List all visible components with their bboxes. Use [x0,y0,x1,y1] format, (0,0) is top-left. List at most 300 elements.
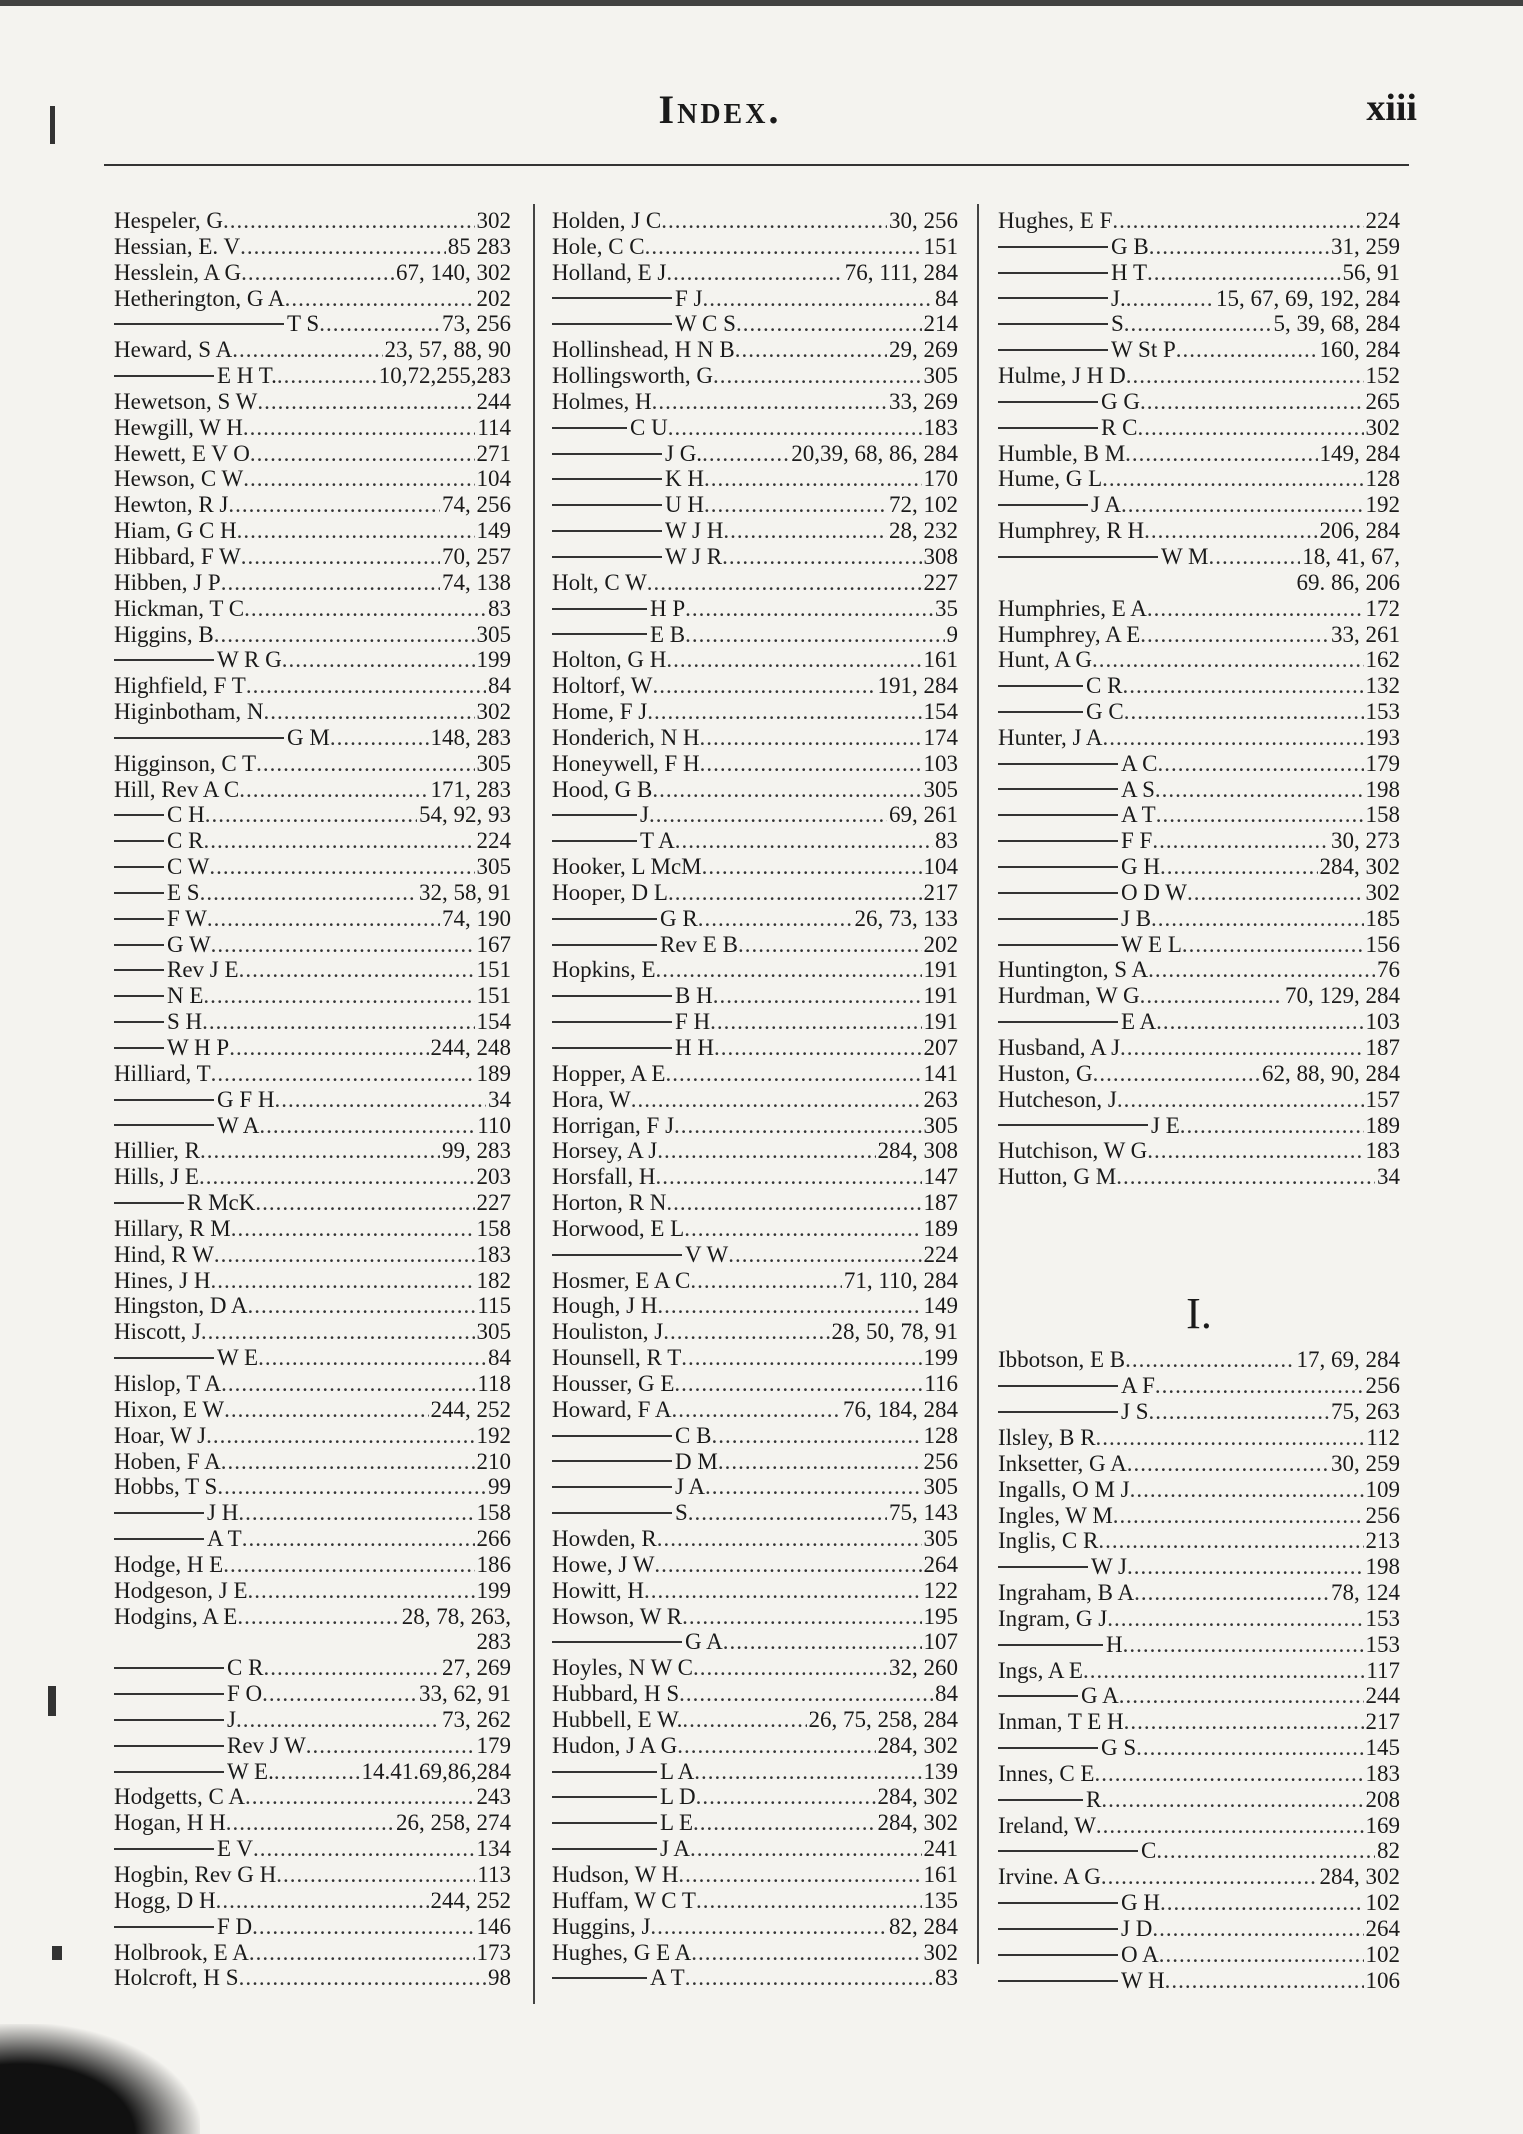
index-entry [552,286,958,312]
entry-name: S [675,1500,688,1526]
entry-name: Hessian, E. V [114,233,241,259]
entry-pages: 33, 62, 91 [419,1681,511,1707]
entry-pages: 305 [923,1112,958,1138]
leader-dots [246,673,486,699]
index-entry [552,441,958,467]
index-entry [998,1787,1400,1813]
entry-name: F H [675,1009,711,1035]
index-entry [114,1888,511,1914]
leader-dots [1122,673,1363,699]
index-entry [998,932,1400,958]
entry-pages: 171, 283 [430,776,511,802]
entry-name: Hoar, W J [114,1422,207,1448]
entry-name: Ireland, W [998,1812,1096,1838]
leader-dots [1147,1138,1363,1164]
entry-name: H H [675,1035,714,1060]
entry-name: Holtorf, W [552,673,653,699]
leader-dots [677,1733,875,1759]
leader-dots [711,1423,921,1449]
entry-name: W E [217,1345,259,1371]
index-entry [114,854,511,880]
entry-name: C R [167,828,204,854]
entry-name: T S [287,311,320,337]
entry-pages: 244, 252 [430,1396,511,1422]
ditto-dash [552,1254,682,1256]
ditto-dash [114,1745,224,1747]
ditto-dash [114,375,214,377]
leader-dots [1160,854,1318,880]
ditto-dash [114,1357,214,1359]
entry-name: W R G [217,647,282,673]
entry-pages: 32, 260 [889,1655,958,1681]
entry-pages: 161 [923,1862,958,1887]
entry-name: Hogg, D H [114,1887,216,1913]
leader-dots [1093,1061,1260,1087]
entry-pages: 149, 284 [1319,440,1400,466]
entry-pages: 33, 269 [889,388,958,414]
index-entry [552,1681,958,1707]
leader-dots [666,1190,921,1216]
entry-name: Irvine. A G [998,1864,1101,1890]
leader-dots [1149,1399,1330,1425]
index-entry [114,828,511,854]
entry-pages: 110 [477,1112,511,1138]
index-entry [552,725,958,751]
leader-dots [223,208,475,234]
leader-dots [1155,1373,1364,1399]
index-entry [998,1399,1400,1425]
entry-name: Hood, G B [552,776,653,802]
entry-name: C W [167,854,210,880]
index-entry [114,1914,511,1940]
entry-pages: 82 [1377,1838,1400,1864]
entry-pages: 20,39, 68, 86, 284 [791,440,958,466]
entry-pages: 210 [476,1448,511,1474]
index-entry [998,1864,1400,1890]
ditto-dash [998,1799,1083,1801]
entry-pages: 78, 124 [1331,1580,1400,1606]
entry-name: W E L [1121,931,1182,957]
leader-dots [285,286,475,312]
leader-dots [241,544,440,570]
entry-pages: 208 [1365,1786,1400,1812]
index-entry [114,673,511,699]
leader-dots [666,260,842,286]
leader-dots [239,957,475,983]
leader-dots [1165,1968,1364,1994]
entry-name: Inman, T E H [998,1709,1124,1735]
index-entry [114,311,511,337]
ditto-dash [552,1512,672,1514]
index-entry [998,1035,1400,1061]
entry-name: E B [650,621,686,647]
index-entry [998,1087,1400,1113]
index-entry [552,1449,958,1475]
index-entry [552,957,958,983]
ditto-dash [998,1747,1098,1749]
leader-dots [248,1578,475,1604]
leader-dots [252,1914,474,1940]
entry-pages: 198 [1365,1554,1400,1580]
index-entry [552,1862,958,1888]
entry-name: L E [660,1810,693,1836]
entry-pages: 284, 302 [1319,1864,1400,1890]
leader-dots [1126,363,1364,389]
entry-name: Hewetson, S W [114,388,258,414]
leader-dots [1121,492,1363,518]
entry-name: Hora, W [552,1086,631,1112]
entry-pages: 113 [477,1862,511,1887]
index-entry [114,1759,511,1785]
index-entry [552,1138,958,1164]
index-entry [552,466,958,492]
leader-dots [250,441,475,467]
index-entry [998,802,1400,828]
leader-dots [1116,1164,1375,1190]
entry-pages: 84 [488,1345,511,1371]
leader-dots [705,1474,921,1500]
index-entry [998,415,1400,441]
leader-dots [1083,1658,1364,1684]
leader-dots [274,1759,360,1785]
index-entry [552,1629,958,1655]
ditto-dash [114,1667,224,1669]
index-entry [114,441,511,467]
index-entry [998,1580,1400,1606]
entry-name: Hulme, J H D [998,363,1126,389]
entry-name: J H [207,1500,239,1526]
ditto-dash [114,323,284,325]
index-entry [114,1397,511,1423]
entry-pages: 132 [1365,673,1400,699]
entry-pages: 305 [476,854,511,880]
leader-dots [694,1759,921,1785]
ditto-dash [998,685,1083,687]
index-entry [114,1965,511,1991]
entry-name: O D W [1121,879,1188,905]
index-entry [998,492,1400,518]
entry-pages: 284, 302 [877,1732,958,1758]
index-entry [552,1319,958,1345]
ditto-dash [998,1021,1118,1023]
leader-dots [674,1113,921,1139]
entry-pages: 128 [1365,466,1400,492]
leader-dots [199,1164,475,1190]
entry-pages: 172 [1365,595,1400,621]
index-entry [998,1554,1400,1580]
leader-dots [206,1423,474,1449]
entry-pages: 283 [476,1629,511,1655]
index-entry [552,880,958,906]
entry-name: Horsey, A J [552,1138,658,1164]
entry-pages: 56, 91 [1342,259,1400,285]
entry-pages: 224 [1365,208,1400,233]
entry-name: R [1086,1786,1102,1812]
index-entry [552,1293,958,1319]
entry-name: H [1106,1631,1123,1657]
entry-pages: 28, 232 [889,518,958,544]
ditto-dash [552,427,627,429]
entry-pages: 70, 129, 284 [1285,983,1400,1009]
entry-pages: 199 [476,1577,511,1603]
leader-dots [263,1655,440,1681]
entry-pages: 160, 284 [1319,337,1400,363]
ditto-dash [552,995,672,997]
leader-dots [275,1087,486,1113]
entry-pages: 151 [476,957,511,983]
entry-pages: 70, 257 [442,543,511,569]
leader-dots [256,751,474,777]
leader-dots [1140,983,1283,1009]
index-entry [114,1474,511,1500]
entry-name: Hodgins, A E [114,1603,238,1629]
index-entry [552,337,958,363]
index-entry [114,777,511,803]
entry-name: B H [675,983,713,1009]
index-entry [114,1113,511,1139]
entry-pages: 305 [923,776,958,802]
entry-name: Hough, J H [552,1293,658,1319]
ditto-dash [552,556,662,558]
leader-dots [654,1552,921,1578]
ditto-dash [114,969,164,971]
entry-name: Hewton, R J [114,492,229,518]
entry-pages: 191 [923,983,958,1009]
leader-dots [1124,311,1272,337]
leader-dots [1124,1709,1364,1735]
index-entry [114,1190,511,1216]
leader-dots [1156,1009,1363,1035]
index-entry [552,389,958,415]
entry-pages: 107 [923,1629,958,1655]
entry-name: Horwood, E L [552,1215,685,1241]
entry-pages: 83 [488,595,511,621]
index-entry [114,286,511,312]
ditto-dash [552,1486,672,1488]
entry-name: Hopkins, E [552,957,656,983]
leader-dots [232,337,382,363]
leader-dots [656,957,922,983]
entry-pages: 305 [476,1319,511,1345]
ditto-dash [114,737,284,739]
entry-pages: 214 [923,311,958,337]
index-entry [552,415,958,441]
leader-dots [702,854,922,880]
index-entry [114,1500,511,1526]
entry-name: W J [1091,1554,1127,1580]
leader-dots [1130,1477,1364,1503]
index-entry [998,880,1400,906]
entry-pages: 256 [923,1448,958,1474]
entry-pages: 305 [476,750,511,776]
ditto-dash [114,944,164,946]
entry-pages: 302 [476,699,511,725]
leader-dots [1127,1554,1364,1580]
entry-name: Horton, R N [552,1190,667,1216]
entry-pages: 122 [923,1577,958,1603]
entry-pages: 305 [923,363,958,389]
entry-pages: 189 [1365,1112,1400,1138]
entry-name: Huggins, J [552,1913,651,1939]
entry-name: K H [665,466,704,492]
entry-name: Hobbs, T S [114,1474,218,1500]
leader-dots [203,983,474,1009]
entry-name: A T [1121,802,1156,828]
leader-dots [1152,828,1329,854]
entry-name: A F [1121,1373,1155,1399]
entry-pages: 173 [476,1939,511,1965]
index-entry [552,1810,958,1836]
index-entry [998,466,1400,492]
leader-dots [703,286,934,312]
entry-name: Hume, G L [998,466,1103,492]
leader-dots [259,1113,475,1139]
leader-dots [663,1319,829,1345]
leader-dots [231,1216,475,1242]
entry-name: Holbrook, E A [114,1939,249,1965]
leader-dots [210,1268,474,1294]
entry-name: W St P [1111,337,1176,363]
index-entry [114,1216,511,1242]
ditto-dash [552,504,662,506]
leader-dots [229,1035,428,1061]
entry-pages: 169 [1365,1812,1400,1838]
entry-pages: 69. 86, 206 [1296,569,1400,595]
index-entry [998,1477,1400,1503]
ditto-dash [998,1980,1118,1982]
index-entry [114,725,511,751]
index-entry [114,699,511,725]
entry-name: Hughes, G E A [552,1939,692,1965]
index-entry [114,1371,511,1397]
entry-name: Honeywell, F H [552,750,700,776]
index-column-2 [552,208,958,1991]
index-entry [552,596,958,622]
entry-pages: 198 [1365,776,1400,802]
entry-name: Ilsley, B R [998,1424,1096,1450]
leader-dots [657,1138,875,1164]
index-entry [552,363,958,389]
ditto-dash [114,1047,164,1049]
entry-name: Huntington, S A [998,957,1149,983]
index-entry [998,1138,1400,1164]
index-entry [998,1113,1400,1139]
ditto-dash [114,840,164,842]
leader-dots [240,234,446,260]
page-title: Index. [658,87,782,132]
entry-name: F J [675,285,703,311]
index-entry [114,1604,511,1630]
entry-name: Highfield, F T [114,673,246,699]
ditto-dash [998,401,1098,403]
entry-pages: 117 [1366,1657,1400,1683]
leader-dots [647,570,922,596]
ditto-dash [998,349,1108,351]
leader-dots [241,260,394,286]
leader-dots [221,1449,475,1475]
entry-pages: 139 [923,1758,958,1784]
ditto-dash [552,1822,657,1824]
entry-pages: 302 [923,1939,958,1965]
entry-name: U H [665,492,704,518]
leader-dots [249,1940,475,1966]
entry-pages: 227 [476,1190,511,1216]
entry-pages: 103 [1365,1009,1400,1035]
leader-dots [1096,1425,1365,1451]
leader-dots [1147,596,1364,622]
entry-name: Ingles, W M [998,1502,1113,1528]
leader-dots [277,363,377,389]
index-entry [998,596,1400,622]
ditto-dash [552,1641,682,1643]
entry-pages: 141 [923,1060,958,1086]
leader-dots [237,1604,399,1630]
leader-dots [253,1836,475,1862]
entry-name: Hickman, T C [114,595,245,621]
ditto-dash [998,840,1118,842]
index-entry [552,699,958,725]
leader-dots [655,1164,921,1190]
index-entry [114,234,511,260]
index-entry [998,1658,1400,1684]
entry-pages: 84 [935,285,958,311]
index-entry [998,1009,1400,1035]
entry-name: A S [1121,776,1155,802]
entry-pages: 76, 184, 284 [843,1396,958,1422]
index-entry [998,957,1400,983]
leader-dots [631,1087,922,1113]
entry-pages: 118 [477,1370,511,1396]
leader-dots [1102,466,1363,492]
entry-name: Hounsell, R T [552,1345,682,1371]
index-entry [998,751,1400,777]
entry-pages: 30, 259 [1331,1450,1400,1476]
leader-dots [203,828,474,854]
index-column-3 [998,208,1400,1994]
leader-dots [652,777,921,803]
entry-pages: 54, 92, 93 [419,802,511,828]
entry-name: G R [660,905,698,931]
index-entry [552,622,958,648]
index-entry [552,906,958,932]
index-entry [552,1914,958,1940]
index-entry [998,544,1400,570]
entry-pages: 227 [923,569,958,595]
leader-dots [243,466,474,492]
entry-pages: 5, 39, 68, 284 [1273,311,1400,337]
index-entry [552,1474,958,1500]
index-entry [552,1655,958,1681]
ditto-dash [114,814,164,816]
entry-name: G H [1121,854,1160,880]
entry-name: F W [167,905,207,931]
index-entry [552,208,958,234]
entry-pages: 191 [923,957,958,983]
index-entry [114,880,511,906]
leader-dots [264,699,475,725]
leader-dots [649,802,887,828]
entry-pages: 158 [476,1500,511,1526]
leader-dots [704,466,922,492]
leader-dots [1092,647,1364,673]
leader-dots [1182,932,1364,958]
entry-pages: 284, 308 [877,1138,958,1164]
entry-pages: 154 [923,699,958,725]
entry-name: G B [1111,233,1149,259]
entry-name: F F [1121,828,1153,854]
leader-dots [306,1733,475,1759]
ditto-dash [998,1411,1118,1413]
